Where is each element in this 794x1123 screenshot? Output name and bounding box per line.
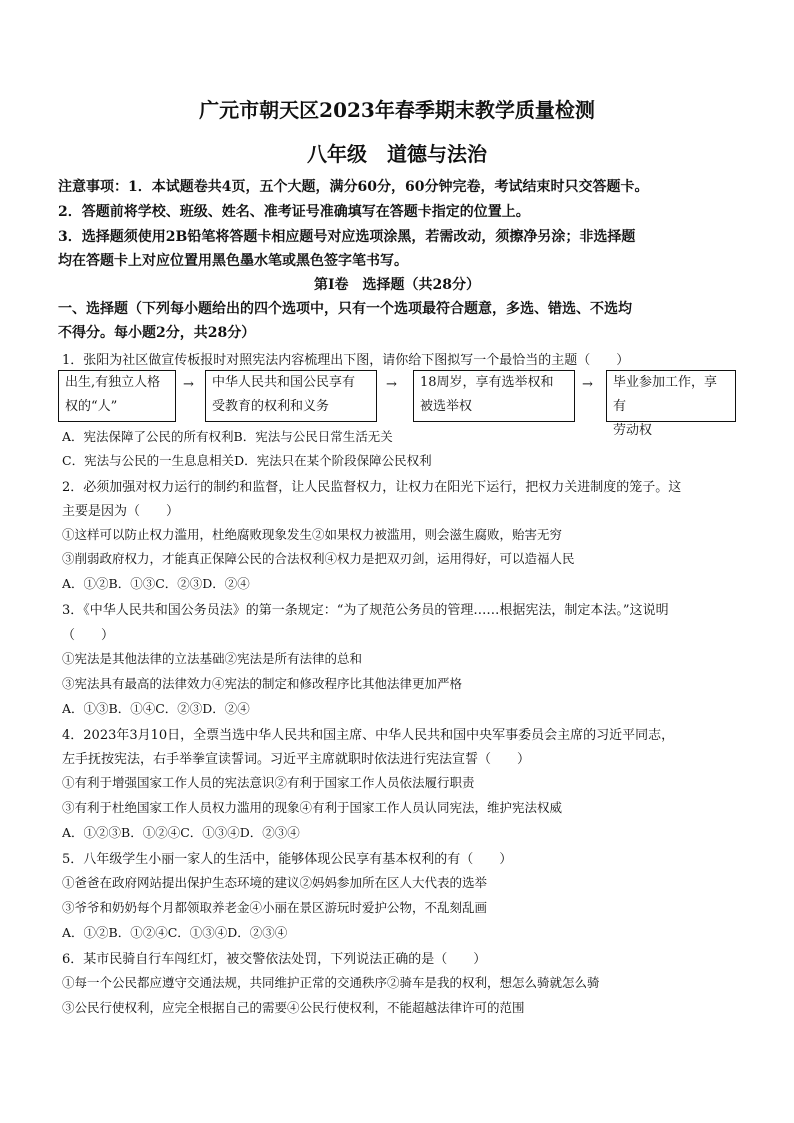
- question-6-stem: 6．某市民骑自行车闯红灯，被交警依法处罚，下列说法正确的是（ ）: [62, 952, 487, 967]
- question-4-option-line-2: ③有利于杜绝国家工作人员权力滥用的现象④有利于国家工作人员认同宪法，维护宪法权威: [62, 800, 563, 815]
- arrow-icon: →: [183, 377, 194, 392]
- flow-box-1-line-2: 权的“人”: [65, 399, 118, 414]
- question-5-option-line-1: ①爸爸在政府网站提出保护生态环境的建议②妈妈参加所在区人大代表的选举: [62, 875, 488, 890]
- flow-box-2-line-2: 受教育的权利和义务: [212, 399, 330, 414]
- question-3-choices: A．①③B．①④C．②③D．②④: [62, 701, 250, 716]
- notes-line-3: 3．选择题须使用2B铅笔将答题卡相应题号对应选项涂黑，若需改动，须擦净另涂；非选择题: [58, 229, 636, 245]
- question-6-option-line-1: ①每一个公民都应遵守交通法规，共同维护正常的交通秩序②骑车是我的权利，想怎么骑就怎么骑: [62, 975, 600, 990]
- notes-line-1: 注意事项：1．本试题卷共4页，五个大题，满分60分，60分钟完卷，考试结束时只交答题卡。: [58, 179, 649, 195]
- question-4-stem-2: 左手抚按宪法，右手举拳宣读誓词。习近平主席就职时依法进行宪法宣誓（ ）: [62, 752, 531, 767]
- notes-line-4: 均在答题卡上对应位置用黑色墨水笔或黑色签字笔书写。: [58, 253, 408, 269]
- section-title: 第Ⅰ卷 选择题（共28分）: [313, 277, 481, 293]
- question-1-stem: 1．张阳为社区做宣传板报时对照宪法内容梳理出下图，请你给下图拟写一个最恰当的主题（ ）: [62, 353, 630, 368]
- flow-box-2: [205, 370, 377, 422]
- question-2-option-line-2: ③削弱政府权力，才能真正保障公民的合法权利④权力是把双刃剑，运用得好，可以造福人民: [62, 551, 575, 566]
- question-4-option-line-1: ①有利于增强国家工作人员的宪法意识②有利于国家工作人员依法履行职责: [62, 775, 475, 790]
- question-4-choices: A．①②③B．①②④C．①③④D．②③④: [62, 825, 300, 840]
- flow-box-1: [58, 370, 176, 422]
- question-6-option-line-2: ③公民行使权利，应完全根据自己的需要④公民行使权利，不能超越法律许可的范围: [62, 1000, 525, 1015]
- flow-box-3-line-1: 18周岁，享有选举权和: [420, 375, 554, 390]
- question-5-choices: A．①②B．①②④C．①③④D．②③④: [62, 925, 288, 940]
- flow-box-3-line-2: 被选举权: [420, 399, 473, 414]
- arrow-icon: →: [386, 377, 397, 392]
- flow-box-4: [606, 370, 736, 438]
- question-1-option-line-2: C．宪法与公民的一生息息相关D．宪法只在某个阶段保障公民权利: [62, 453, 432, 468]
- question-5-stem: 5．八年级学生小丽一家人的生活中，能够体现公民享有基本权利的有（ ）: [62, 852, 513, 867]
- question-3-stem-2: （ ）: [62, 628, 115, 643]
- question-1-option-line-1: A．宪法保障了公民的所有权利B．宪法与公民日常生活无关: [62, 429, 393, 444]
- flow-box-2-line-1: 中华人民共和国公民享有: [212, 375, 356, 390]
- flow-box-4-line-2: 劳动权: [613, 423, 653, 438]
- exam-title: 广元市朝天区2023年春季期末教学质量检测: [199, 98, 595, 122]
- question-3-option-line-1: ①宪法是其他法律的立法基础②宪法是所有法律的总和: [62, 651, 363, 666]
- exam-subject: 八年级 道德与法治: [307, 142, 487, 166]
- arrow-icon: →: [582, 377, 593, 392]
- notes-line-2: 2．答题前将学校、班级、姓名、准考证号准确填写在答题卡指定的位置上。: [58, 204, 530, 220]
- question-2-stem-1: 2．必须加强对权力运行的制约和监督，让人民监督权力，让权力在阳光下运行，把权力关进制度的笼子。这: [62, 480, 682, 495]
- question-3-option-line-2: ③宪法具有最高的法律效力④宪法的制定和修改程序比其他法律更加严格: [62, 676, 463, 691]
- question-4-stem-1: 4．2023年3月10日，全票当选中华人民共和国主席、中华人民共和国中央军事委员会主席的习近平同志，: [62, 728, 675, 743]
- section-instructions-1: 一、选择题（下列每小题给出的四个选项中，只有一个选项最符合题意，多选、错选、不选均: [58, 301, 632, 317]
- flow-box-1-line-1: 出生,有独立人格: [65, 375, 161, 390]
- section-instructions-2: 不得分。每小题2分，共28分）: [58, 325, 256, 341]
- question-2-stem-2: 主要是因为（ ）: [62, 504, 180, 519]
- question-3-stem-1: 3．《中华人民共和国公务员法》的第一条规定：“为了规范公务员的管理……根据宪法，制定本法。”这说明: [62, 603, 669, 618]
- question-2-option-line-1: ①这样可以防止权力滥用，杜绝腐败现象发生②如果权力被滥用，则会滋生腐败，贻害无穷: [62, 527, 563, 542]
- flow-box-4-line-1: 毕业参加工作，享有: [613, 375, 718, 414]
- question-5-option-line-2: ③爷爷和奶奶每个月都领取养老金④小丽在景区游玩时爱护公物，不乱刻乱画: [62, 900, 488, 915]
- question-2-choices: A．①②B．①③C．②③D．②④: [62, 576, 250, 591]
- flow-box-3: [413, 370, 575, 422]
